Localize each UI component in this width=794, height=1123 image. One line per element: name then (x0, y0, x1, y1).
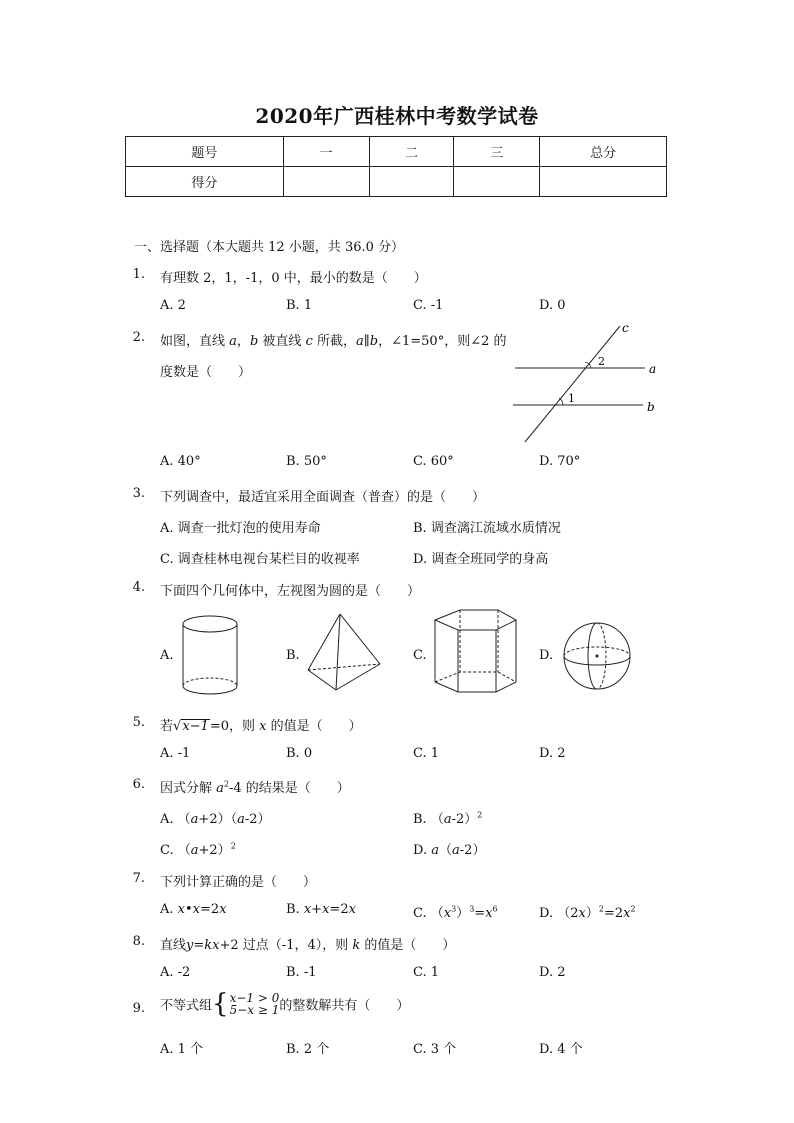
question-stem-line2: 度数是（ ） (160, 365, 252, 380)
option-text: ） (585, 906, 599, 921)
option-d[interactable]: D. (539, 648, 554, 663)
var-x: x (578, 906, 586, 921)
var-b: b (369, 334, 379, 349)
var-a: a (237, 812, 245, 827)
var-x: x (623, 906, 631, 921)
var-c: c (305, 334, 313, 349)
exponent: 2 (630, 904, 636, 914)
question-stem (160, 991, 409, 1017)
question-number: 6. (132, 777, 145, 792)
question-stem (160, 934, 455, 953)
var-b: b (249, 334, 259, 349)
question-stem: 下列计算正确的是（ ） (160, 875, 317, 890)
score-cell[interactable] (283, 167, 369, 197)
option-text: + (311, 902, 323, 917)
option-d[interactable]: D. 调查全班同学的身高 (413, 552, 549, 567)
option-c[interactable]: C. (413, 648, 427, 663)
question-stem: 有理数 2，1，-1，0 中，最小的数是（ ） (160, 271, 427, 286)
option-c[interactable]: C. 调查桂林电视台某栏目的收视率 (160, 552, 360, 567)
option-b[interactable]: B. 50° (286, 454, 327, 469)
score-cell[interactable] (369, 167, 454, 197)
inequality-system (230, 992, 280, 1016)
option-b[interactable]: B. 2 个 (286, 1042, 330, 1057)
stem-text: 不等式组 (160, 998, 213, 1014)
score-header-cell: 一 (283, 137, 369, 167)
var-a: a (443, 812, 452, 827)
var-x: x (485, 906, 493, 921)
pyramid-figure[interactable] (303, 608, 385, 692)
question-number: 8. (132, 934, 145, 949)
exponent: 2 (230, 841, 236, 851)
stem-text: ，∠1=50°，则∠2 的 (378, 334, 507, 349)
var-a: a (229, 334, 237, 349)
option-text: （ (439, 843, 453, 858)
option-text: -2） (244, 812, 271, 827)
option-a[interactable] (160, 808, 271, 827)
var-kx: kx (204, 938, 220, 953)
option-d[interactable]: D. 4 个 (539, 1042, 583, 1057)
option-text: -2） (459, 843, 486, 858)
var-a: a (190, 812, 199, 827)
radicand: x−1 (182, 719, 209, 734)
option-c[interactable] (413, 902, 498, 921)
option-c[interactable] (160, 839, 236, 858)
question-stem: 下面四个几何体中，左视图为圆的是（ ） (160, 584, 421, 599)
hexagonal-prism-figure[interactable] (430, 606, 522, 698)
section-heading: 一、选择题（本大题共 12 小题，共 36.0 分） (134, 240, 405, 255)
stem-text: 因式分解 (160, 781, 213, 796)
question-stem (160, 715, 362, 734)
score-header-cell: 总分 (540, 137, 667, 167)
option-text: D. （2 (539, 906, 579, 921)
question-number: 4. (132, 580, 145, 595)
line-c (525, 326, 620, 442)
parallel-symbol: ∥ (363, 334, 370, 349)
stem-text: -4 的结果是（ ） (229, 781, 350, 796)
option-text: -2） (451, 812, 478, 827)
option-b[interactable]: B. (286, 648, 300, 663)
cylinder-figure[interactable] (175, 610, 245, 698)
exponent: 2 (477, 810, 483, 820)
var-y: y (186, 938, 194, 953)
option-b[interactable] (413, 808, 482, 827)
stem-text: +2 过点（-1，4），则 (219, 938, 349, 953)
var-a: a (431, 843, 439, 858)
option-d[interactable] (413, 839, 485, 858)
option-text: B. （ (413, 812, 444, 827)
score-header-cell: 题号 (126, 137, 284, 167)
option-text: =2 (329, 902, 349, 917)
option-text: ） (456, 906, 470, 921)
option-a[interactable]: A. (160, 648, 174, 663)
option-b[interactable]: B. 0 (286, 746, 313, 761)
var-a: a (356, 334, 364, 349)
stem-sep: ， (236, 334, 250, 349)
score-table (125, 136, 667, 197)
inequality-2: 5−x ≥ 1 (229, 1003, 280, 1017)
label-b: b (647, 400, 655, 414)
option-b[interactable]: B. -1 (286, 965, 317, 980)
question-number: 3. (132, 486, 145, 501)
option-a[interactable]: A. 1 个 (160, 1042, 204, 1057)
option-d[interactable]: D. 0 (539, 298, 566, 313)
var-a: a (216, 781, 224, 796)
option-d[interactable]: D. 2 (539, 965, 566, 980)
stem-text: 直线 (160, 938, 187, 953)
var-x: x (219, 902, 227, 917)
option-d[interactable] (539, 902, 636, 921)
inequality-1: x−1 > 0 (229, 991, 280, 1005)
label-angle-1: 1 (568, 392, 575, 405)
var-x: x (348, 902, 356, 917)
label-c: c (622, 321, 629, 335)
question-number: 9. (132, 1001, 145, 1016)
sphere-figure[interactable] (560, 620, 636, 692)
question-number: 1. (132, 267, 145, 282)
score-table-header-row (126, 137, 667, 167)
label-a: a (649, 362, 657, 376)
option-a[interactable]: A. 40° (160, 454, 201, 469)
score-table-score-row (126, 167, 667, 197)
var-x: x (259, 719, 267, 734)
var-x: x (443, 906, 452, 921)
score-cell[interactable] (540, 167, 667, 197)
stem-text: 所截， (316, 334, 356, 349)
var-x: x (192, 902, 201, 917)
option-b[interactable]: B. 1 (286, 298, 313, 313)
question-stem: 下列调查中，最适宜采用全面调查（普查）的是（ ） (160, 490, 486, 505)
sqrt-icon: √ (173, 719, 182, 734)
option-text: =2 (200, 902, 220, 917)
exponent: 6 (492, 904, 498, 914)
score-header-cell: 二 (369, 137, 454, 167)
stem-text: 如图，直线 (160, 334, 226, 349)
option-b[interactable] (286, 902, 356, 917)
score-cell[interactable] (454, 167, 540, 197)
var-x: x (177, 902, 185, 917)
parallel-lines-figure (505, 318, 675, 448)
question-stem (160, 777, 350, 796)
option-text: C. （ (160, 843, 191, 858)
option-text: D. (413, 843, 432, 858)
exponent: 2 (223, 779, 230, 789)
option-a[interactable]: A. -1 (160, 746, 191, 761)
question-stem (160, 330, 507, 349)
option-c[interactable]: C. 1 (413, 746, 440, 761)
option-c[interactable]: C. -1 (413, 298, 444, 313)
option-c[interactable]: C. 60° (413, 454, 454, 469)
question-number: 7. (132, 871, 145, 886)
var-k: k (352, 938, 361, 953)
option-text: +2）（ (198, 812, 238, 827)
stem-text: 被直线 (262, 334, 302, 349)
var-x: x (303, 902, 312, 917)
option-b[interactable]: B. 调查漓江流域水质情况 (413, 521, 561, 536)
option-c[interactable]: C. 1 (413, 965, 440, 980)
question-number: 5. (132, 715, 145, 730)
stem-text: = (193, 938, 205, 953)
label-angle-2: 2 (598, 355, 605, 368)
var-x: x (322, 902, 330, 917)
stem-text: 的整数解共有（ ） (279, 998, 410, 1014)
exponent: 3 (469, 904, 475, 914)
score-header-cell: 三 (454, 137, 540, 167)
page-title: 2020年广西桂林中考数学试卷 (255, 104, 539, 128)
brace-icon: { (212, 989, 229, 1019)
option-text: A. (160, 902, 178, 917)
option-text: B. (286, 902, 304, 917)
var-a: a (190, 843, 199, 858)
option-d[interactable]: D. 70° (539, 454, 581, 469)
stem-text: =0，则 (209, 719, 255, 734)
var-a: a (452, 843, 460, 858)
stem-text: 若 (160, 719, 174, 734)
option-c[interactable]: C. 3 个 (413, 1042, 457, 1057)
question-number: 2. (132, 330, 145, 345)
option-d[interactable]: D. 2 (539, 746, 566, 761)
exponent: 3 (451, 904, 457, 914)
option-text: C. （ (413, 906, 444, 921)
score-row-label: 得分 (126, 167, 284, 197)
option-a[interactable]: A. -2 (160, 965, 191, 980)
option-text: +2） (198, 843, 231, 858)
stem-text: 的值是（ ） (270, 719, 362, 734)
option-a[interactable] (160, 902, 227, 917)
option-text: • (185, 902, 193, 917)
option-text: A. （ (160, 812, 191, 827)
stem-text: 的值是（ ） (364, 938, 456, 953)
option-a[interactable]: A. 2 (160, 298, 186, 313)
option-a[interactable]: A. 调查一批灯泡的使用寿命 (160, 521, 321, 536)
option-text: =2 (603, 906, 624, 921)
exponent: 2 (598, 904, 604, 914)
option-text: = (474, 906, 486, 921)
